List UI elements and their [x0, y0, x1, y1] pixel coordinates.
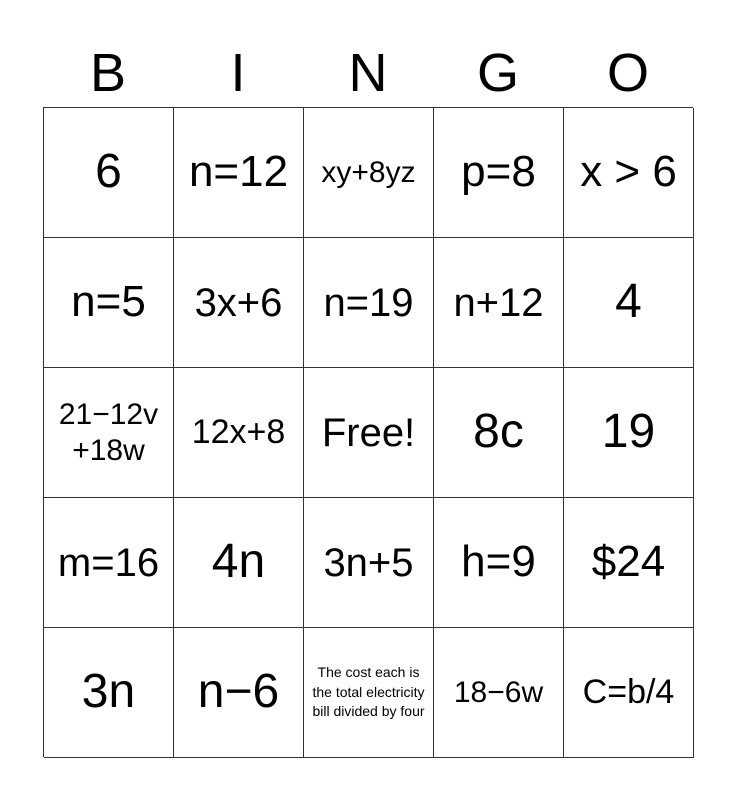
- bingo-cell-r1-c1[interactable]: 6: [44, 108, 174, 238]
- header-letter-o: O: [606, 43, 649, 103]
- bingo-cell-r3-c3-free-space[interactable]: Free!: [304, 368, 434, 498]
- header-letter-n: N: [348, 43, 388, 103]
- bingo-cell-r3-c4[interactable]: 8c: [434, 368, 564, 498]
- bingo-header: [43, 40, 693, 106]
- bingo-cell-r5-c1[interactable]: 3n: [44, 628, 174, 758]
- bingo-cell-r4-c5[interactable]: $24: [564, 498, 694, 628]
- bingo-cell-r5-c5[interactable]: C=b/4: [564, 628, 694, 758]
- bingo-card-grid: [43, 107, 693, 757]
- header-letter-i: I: [230, 43, 246, 103]
- bingo-cell-r3-c2[interactable]: 12x+8: [174, 368, 304, 498]
- bingo-cell-r3-c1[interactable]: 21−12v +18w: [44, 368, 174, 498]
- bingo-cell-r5-c3[interactable]: The cost each is the total electricity bill divided by four: [304, 628, 434, 758]
- bingo-cell-r1-c3[interactable]: xy+8yz: [304, 108, 434, 238]
- bingo-cell-r4-c3[interactable]: 3n+5: [304, 498, 434, 628]
- bingo-cell-r5-c4[interactable]: 18−6w: [434, 628, 564, 758]
- bingo-cell-r4-c1[interactable]: m=16: [44, 498, 174, 628]
- bingo-cell-r4-c2[interactable]: 4n: [174, 498, 304, 628]
- bingo-cell-r2-c5[interactable]: 4: [564, 238, 694, 368]
- header-letter-g: G: [476, 43, 519, 103]
- bingo-cell-r1-c2[interactable]: n=12: [174, 108, 304, 238]
- bingo-cell-r2-c2[interactable]: 3x+6: [174, 238, 304, 368]
- bingo-cell-r5-c2[interactable]: n−6: [174, 628, 304, 758]
- header-letter-b: B: [89, 43, 127, 103]
- bingo-cell-r2-c3[interactable]: n=19: [304, 238, 434, 368]
- bingo-cell-r2-c4[interactable]: n+12: [434, 238, 564, 368]
- bingo-cell-r3-c5[interactable]: 19: [564, 368, 694, 498]
- bingo-cell-r1-c4[interactable]: p=8: [434, 108, 564, 238]
- bingo-cell-r1-c5[interactable]: x > 6: [564, 108, 694, 238]
- bingo-cell-r2-c1[interactable]: n=5: [44, 238, 174, 368]
- bingo-cell-r4-c4[interactable]: h=9: [434, 498, 564, 628]
